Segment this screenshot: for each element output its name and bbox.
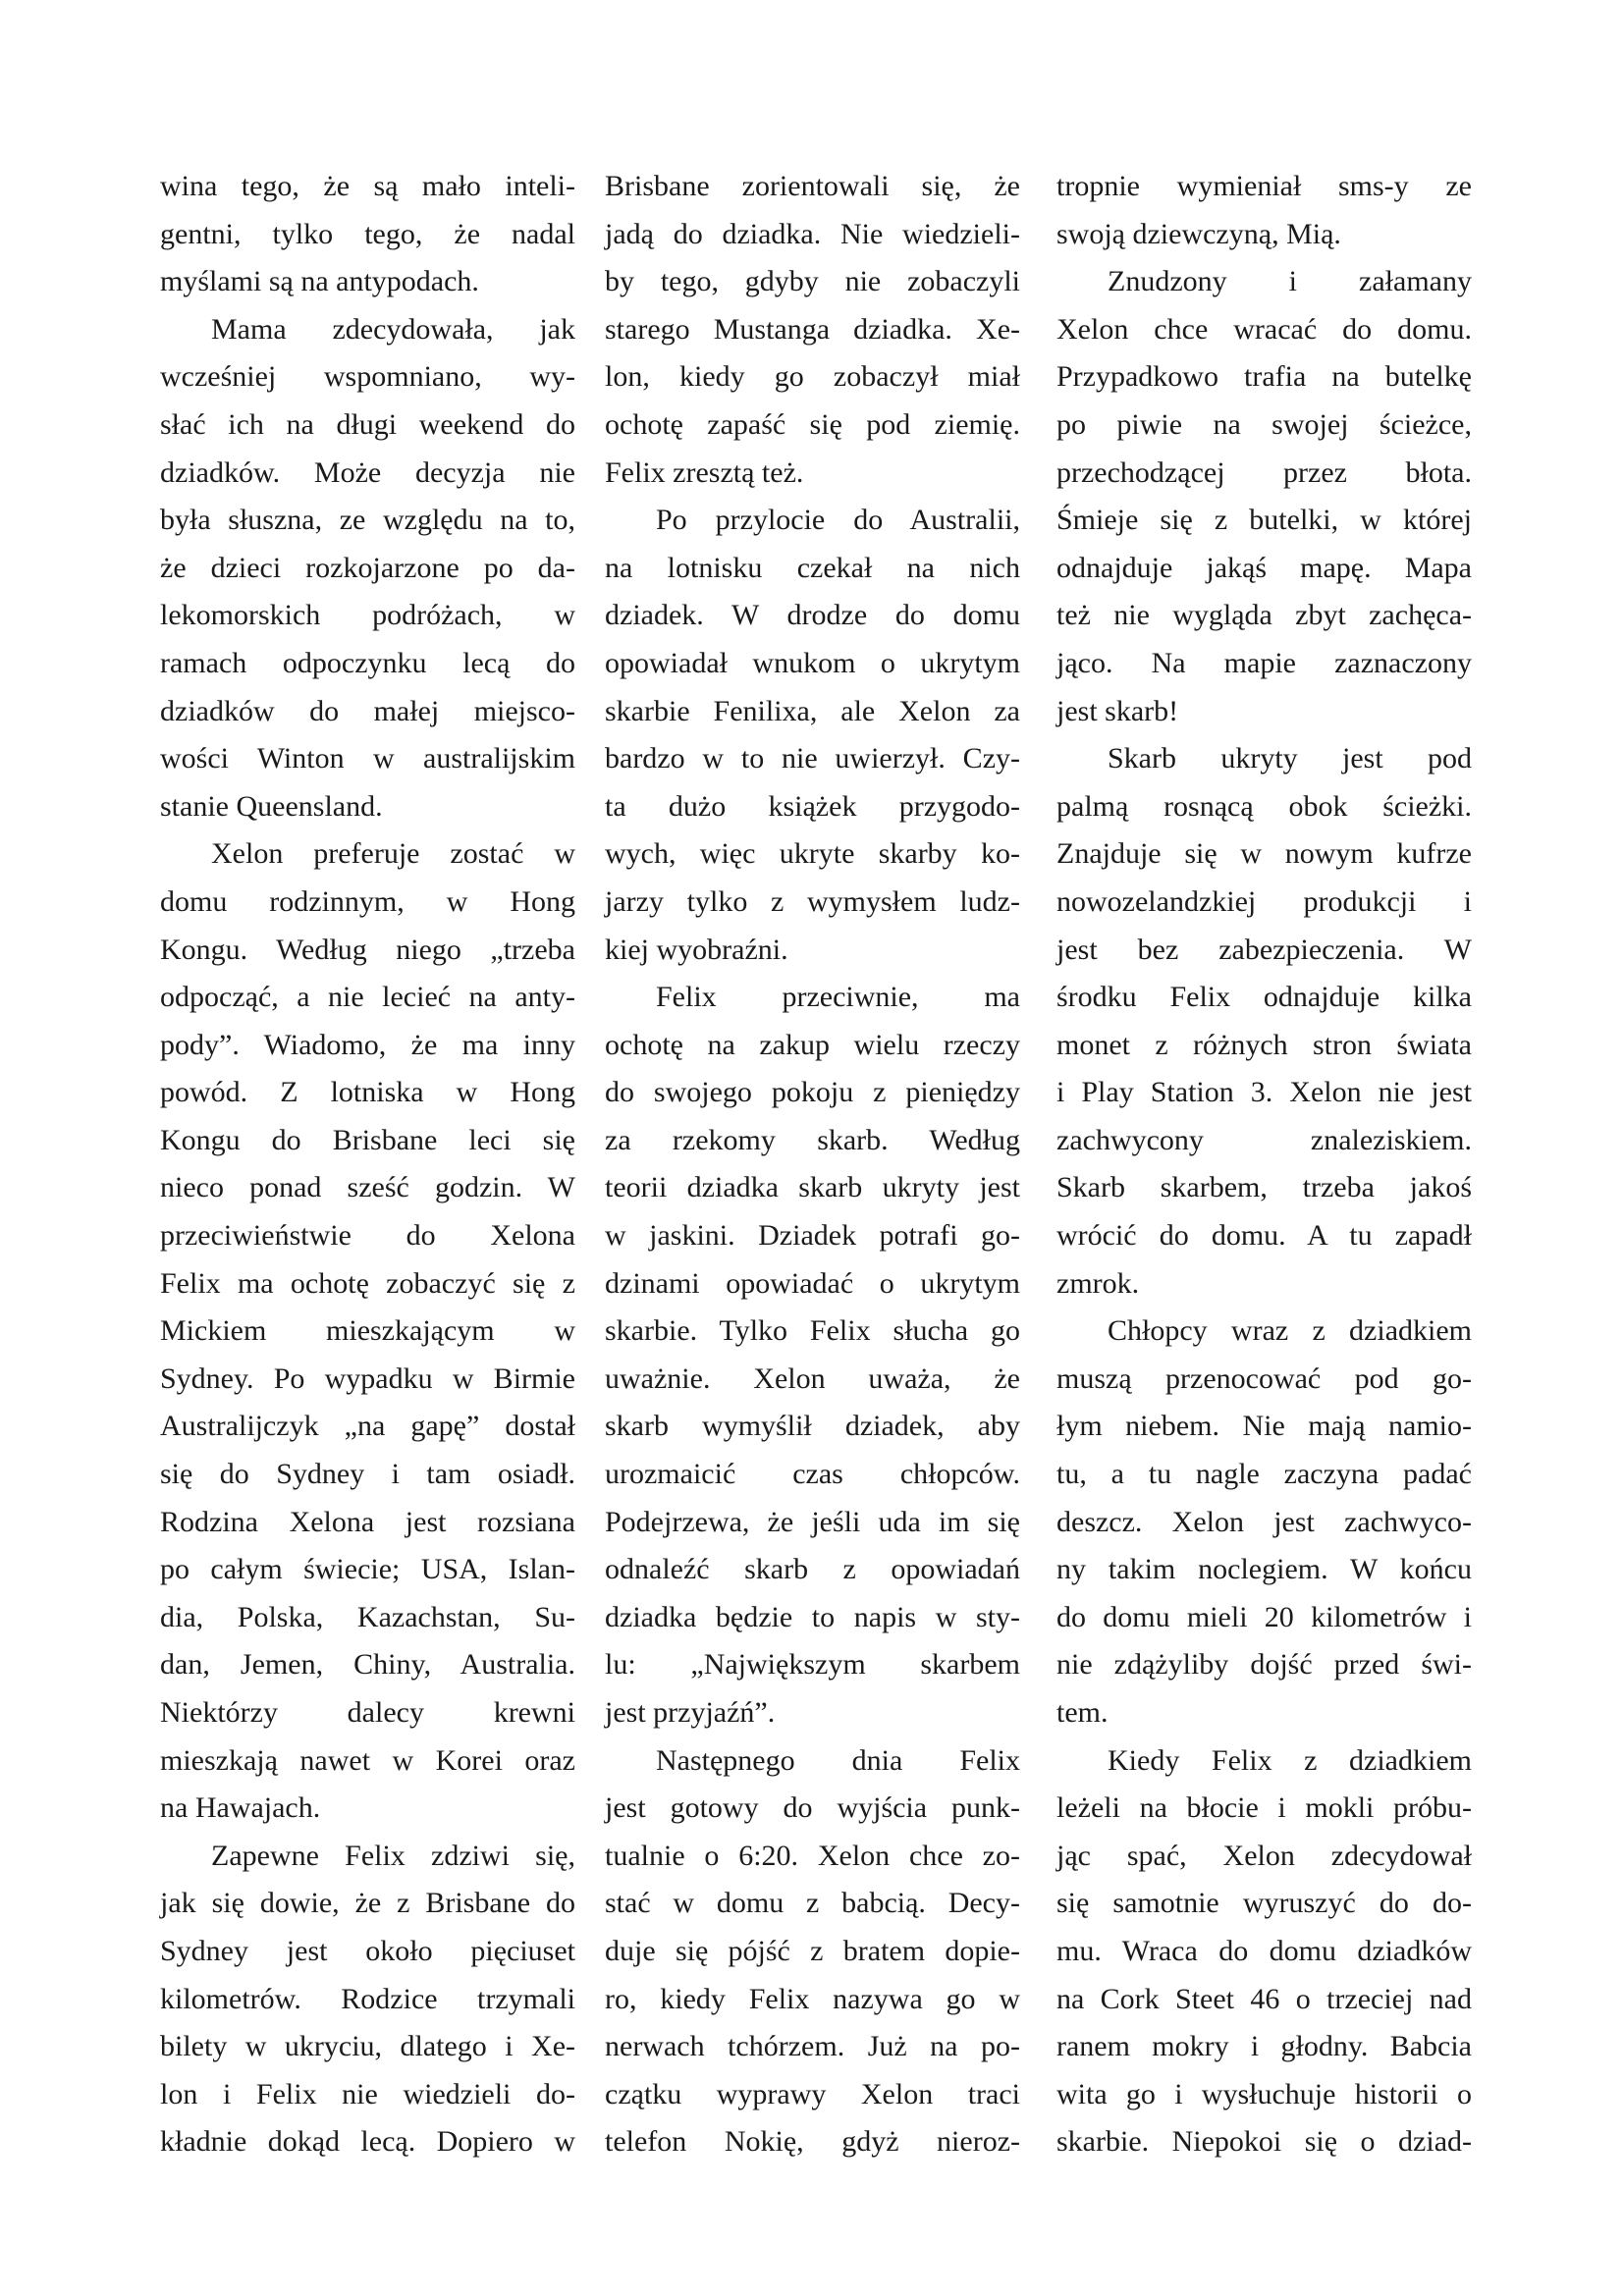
text-line: swoją dziewczyną, Mią. bbox=[1056, 217, 1341, 250]
text-line: przechodzącej przez błota. bbox=[1056, 455, 1472, 489]
text-line: dziadków. Może decyzja nie bbox=[160, 455, 575, 489]
text-line: Brisbane zorientowali się, że bbox=[605, 170, 1020, 202]
paragraph-first-line: Kiedy Felix z dziadkiem bbox=[1108, 1743, 1472, 1777]
paragraph-first-line: Xelon preferuje zostać w bbox=[211, 837, 575, 871]
text-line: Kongu. Według niego „trzeba bbox=[160, 933, 575, 966]
paragraph-first-line: Po przylocie do Australii, bbox=[656, 504, 1020, 537]
text-line: tropnie wymieniał sms-y ze bbox=[1056, 170, 1472, 202]
text-line: wita go i wysłuchuje historii o bbox=[1056, 2077, 1472, 2110]
text-line: leżeli na błocie i mokli próbu- bbox=[1056, 1791, 1472, 1825]
text-line: zmrok. bbox=[1056, 1266, 1140, 1300]
text-line: ochotę na zakup wielu rzeczy bbox=[605, 1028, 1020, 1061]
text-line: dan, Jemen, Chiny, Australia. bbox=[160, 1648, 575, 1682]
text-line: mu. Wraca do domu dziadków bbox=[1056, 1934, 1472, 1967]
text-line: Sydney jest około pięciuset bbox=[160, 1934, 575, 1967]
text-line: jadą do dziadka. Nie wiedzieli- bbox=[605, 217, 1020, 250]
text-line: Felix zresztą też. bbox=[605, 455, 804, 489]
text-line: deszcz. Xelon jest zachwyco- bbox=[1056, 1505, 1472, 1538]
text-line: bardzo w to nie uwierzył. Czy- bbox=[605, 742, 1020, 775]
text-line: pody”. Wiadomo, że ma inny bbox=[160, 1028, 575, 1061]
text-line: Australijczyk „na gapę” dostał bbox=[160, 1410, 575, 1443]
text-line: tem. bbox=[1056, 1696, 1109, 1729]
text-line: Niektórzy dalecy krewni bbox=[160, 1696, 575, 1729]
text-line: na Hawajach. bbox=[160, 1791, 321, 1825]
text-line: kilometrów. Rodzice trzymali bbox=[160, 1982, 575, 2015]
text-line: duje się pójść z bratem dopie- bbox=[605, 1934, 1020, 1967]
text-line: dziadków do małej miejsco- bbox=[160, 694, 575, 727]
text-line: Mickiem mieszkającym w bbox=[160, 1314, 575, 1348]
text-line: stać w domu z babcią. Decy- bbox=[605, 1887, 1020, 1920]
text-line: Skarb skarbem, trzeba jakoś bbox=[1056, 1171, 1472, 1204]
text-line: gentni, tylko tego, że nadal bbox=[160, 217, 575, 250]
paragraph-first-line: Następnego dnia Felix bbox=[656, 1743, 1020, 1777]
text-line: wrócić do domu. A tu zapadł bbox=[1056, 1219, 1472, 1253]
text-line: Kongu do Brisbane leci się bbox=[160, 1123, 575, 1156]
text-line: myślami są na antypodach. bbox=[160, 265, 479, 298]
text-line: tualnie o 6:20. Xelon chce zo- bbox=[605, 1839, 1020, 1872]
text-line: była słuszna, ze względu na to, bbox=[160, 504, 575, 537]
text-line: tu, a tu nagle zaczyna padać bbox=[1056, 1458, 1472, 1491]
text-line: Podejrzewa, że jeśli uda im się bbox=[605, 1505, 1020, 1538]
text-line: się do Sydney i tam osiadł. bbox=[160, 1458, 575, 1491]
paragraph-first-line: Chłopcy wraz z dziadkiem bbox=[1108, 1314, 1472, 1348]
text-line: Sydney. Po wypadku w Birmie bbox=[160, 1362, 575, 1395]
text-line: lekomorskich podróżach, w bbox=[160, 599, 575, 632]
text-line: skarbie Fenilixa, ale Xelon za bbox=[605, 694, 1020, 727]
text-line: dzinami opowiadać o ukrytym bbox=[605, 1266, 1020, 1300]
text-column-3 bbox=[1056, 163, 1472, 2166]
text-line: kiej wyobraźni. bbox=[605, 933, 788, 966]
text-line: jest bez zabezpieczenia. W bbox=[1056, 933, 1472, 966]
text-line: na lotnisku czekał na nich bbox=[605, 551, 1020, 584]
text-line: Przypadkowo trafia na butelkę bbox=[1056, 360, 1472, 394]
text-line: po całym świecie; USA, Islan- bbox=[160, 1553, 575, 1586]
text-line: skarbie. Tylko Felix słucha go bbox=[605, 1314, 1020, 1348]
text-line: nie zdążyliby dojść przed świ- bbox=[1056, 1648, 1472, 1682]
text-column-1 bbox=[160, 163, 575, 2166]
text-line: do domu mieli 20 kilometrów i bbox=[1056, 1600, 1472, 1633]
text-line: zachwycony znaleziskiem. bbox=[1056, 1123, 1472, 1156]
text-line: odnajduje jakąś mapę. Mapa bbox=[1056, 551, 1472, 584]
text-line: ta dużo książek przygodo- bbox=[605, 789, 1020, 823]
text-line: nerwach tchórzem. Już na po- bbox=[605, 2030, 1020, 2063]
text-line: dziadka będzie to napis w sty- bbox=[605, 1600, 1020, 1633]
text-line: mieszkają nawet w Korei oraz bbox=[160, 1743, 575, 1777]
text-line: lon i Felix nie wiedzieli do- bbox=[160, 2077, 575, 2110]
text-line: wcześniej wspomniano, wy- bbox=[160, 360, 575, 394]
text-line: stanie Queensland. bbox=[160, 789, 383, 823]
text-line: odnaleźć skarb z opowiadań bbox=[605, 1553, 1020, 1586]
text-line: dia, Polska, Kazachstan, Su- bbox=[160, 1600, 575, 1633]
text-line: w jaskini. Dziadek potrafi go- bbox=[605, 1219, 1020, 1253]
text-line: domu rodzinnym, w Hong bbox=[160, 884, 575, 918]
paragraph-first-line: Znudzony i załamany bbox=[1108, 265, 1472, 298]
text-line: i Play Station 3. Xelon nie jest bbox=[1056, 1076, 1472, 1109]
text-line: ro, kiedy Felix nazywa go w bbox=[605, 1982, 1020, 2015]
text-line: lu: „Największym skarbem bbox=[605, 1648, 1020, 1682]
text-line: Znajduje się w nowym kufrze bbox=[1056, 837, 1472, 871]
text-line: ochotę zapaść się pod ziemię. bbox=[605, 407, 1020, 441]
text-line: nowozelandzkiej produkcji i bbox=[1056, 884, 1472, 918]
text-line: ny takim noclegiem. W końcu bbox=[1056, 1553, 1472, 1586]
text-line: skarb wymyślił dziadek, aby bbox=[605, 1410, 1020, 1443]
text-line: dziadek. W drodze do domu bbox=[605, 599, 1020, 632]
text-line: monet z różnych stron świata bbox=[1056, 1028, 1472, 1061]
text-line: wości Winton w australijskim bbox=[160, 742, 575, 775]
text-line: opowiadał wnukom o ukrytym bbox=[605, 646, 1020, 679]
text-line: powód. Z lotniska w Hong bbox=[160, 1076, 575, 1109]
text-line: że dzieci rozkojarzone po da- bbox=[160, 551, 575, 584]
text-line: kładnie dokąd lecą. Dopiero w bbox=[160, 2125, 575, 2159]
paragraph-first-line: Felix przeciwnie, ma bbox=[656, 981, 1020, 1014]
text-line: urozmaicić czas chłopców. bbox=[605, 1458, 1020, 1491]
text-line: nieco ponad sześć godzin. W bbox=[160, 1171, 575, 1204]
text-line: przeciwieństwie do Xelona bbox=[160, 1219, 575, 1253]
text-line: czątku wyprawy Xelon traci bbox=[605, 2077, 1020, 2110]
text-line: uważnie. Xelon uważa, że bbox=[605, 1362, 1020, 1395]
text-line: Rodzina Xelona jest rozsiana bbox=[160, 1505, 575, 1538]
paragraph-first-line: Zapewne Felix zdziwi się, bbox=[211, 1839, 575, 1872]
paragraph-first-line: Mama zdecydowała, jak bbox=[211, 312, 575, 346]
text-line: po piwie na swojej ścieżce, bbox=[1056, 407, 1472, 441]
text-line: łym niebem. Nie mają namio- bbox=[1056, 1410, 1472, 1443]
text-line: ramach odpoczynku lecą do bbox=[160, 646, 575, 679]
text-line: by tego, gdyby nie zobaczyli bbox=[605, 265, 1020, 298]
text-line: się samotnie wyruszyć do do- bbox=[1056, 1887, 1472, 1920]
text-line: środku Felix odnajduje kilka bbox=[1056, 981, 1472, 1014]
text-line: muszą przenocować pod go- bbox=[1056, 1362, 1472, 1395]
text-line: jest gotowy do wyjścia punk- bbox=[605, 1791, 1020, 1825]
text-line: lon, kiedy go zobaczył miał bbox=[605, 360, 1020, 394]
text-line: telefon Nokię, gdyż nieroz- bbox=[605, 2125, 1020, 2159]
text-line: jąco. Na mapie zaznaczony bbox=[1056, 646, 1472, 679]
text-line: teorii dziadka skarb ukryty jest bbox=[605, 1171, 1020, 1204]
text-line: do swojego pokoju z pieniędzy bbox=[605, 1076, 1020, 1109]
text-line: starego Mustanga dziadka. Xe- bbox=[605, 312, 1020, 346]
text-line: jarzy tylko z wymysłem ludz- bbox=[605, 884, 1020, 918]
text-line: skarbie. Niepokoi się o dziad- bbox=[1056, 2125, 1472, 2159]
text-line: na Cork Steet 46 o trzeciej nad bbox=[1056, 1982, 1472, 2015]
text-line: jest przyjaźń”. bbox=[605, 1696, 776, 1729]
text-line: palmą rosnącą obok ścieżki. bbox=[1056, 789, 1472, 823]
text-line: jak się dowie, że z Brisbane do bbox=[160, 1887, 575, 1920]
text-line: jest skarb! bbox=[1056, 694, 1179, 727]
paragraph-first-line: Skarb ukryty jest pod bbox=[1108, 742, 1472, 775]
text-line: odpocząć, a nie lecieć na anty- bbox=[160, 981, 575, 1014]
text-line: Felix ma ochotę zobaczyć się z bbox=[160, 1266, 575, 1300]
text-line: wina tego, że są mało inteli- bbox=[160, 170, 575, 202]
text-line: Śmieje się z butelki, w której bbox=[1056, 504, 1472, 537]
text-line: Xelon chce wracać do domu. bbox=[1056, 312, 1472, 346]
text-line: słać ich na długi weekend do bbox=[160, 407, 575, 441]
text-line: za rzekomy skarb. Według bbox=[605, 1123, 1020, 1156]
text-line: wych, więc ukryte skarby ko- bbox=[605, 837, 1020, 871]
text-line: bilety w ukryciu, dlatego i Xe- bbox=[160, 2030, 575, 2063]
text-line: jąc spać, Xelon zdecydował bbox=[1056, 1839, 1472, 1872]
text-line: też nie wygląda zbyt zachęca- bbox=[1056, 599, 1472, 632]
text-column-2 bbox=[605, 163, 1020, 2166]
text-line: ranem mokry i głodny. Babcia bbox=[1056, 2030, 1472, 2063]
